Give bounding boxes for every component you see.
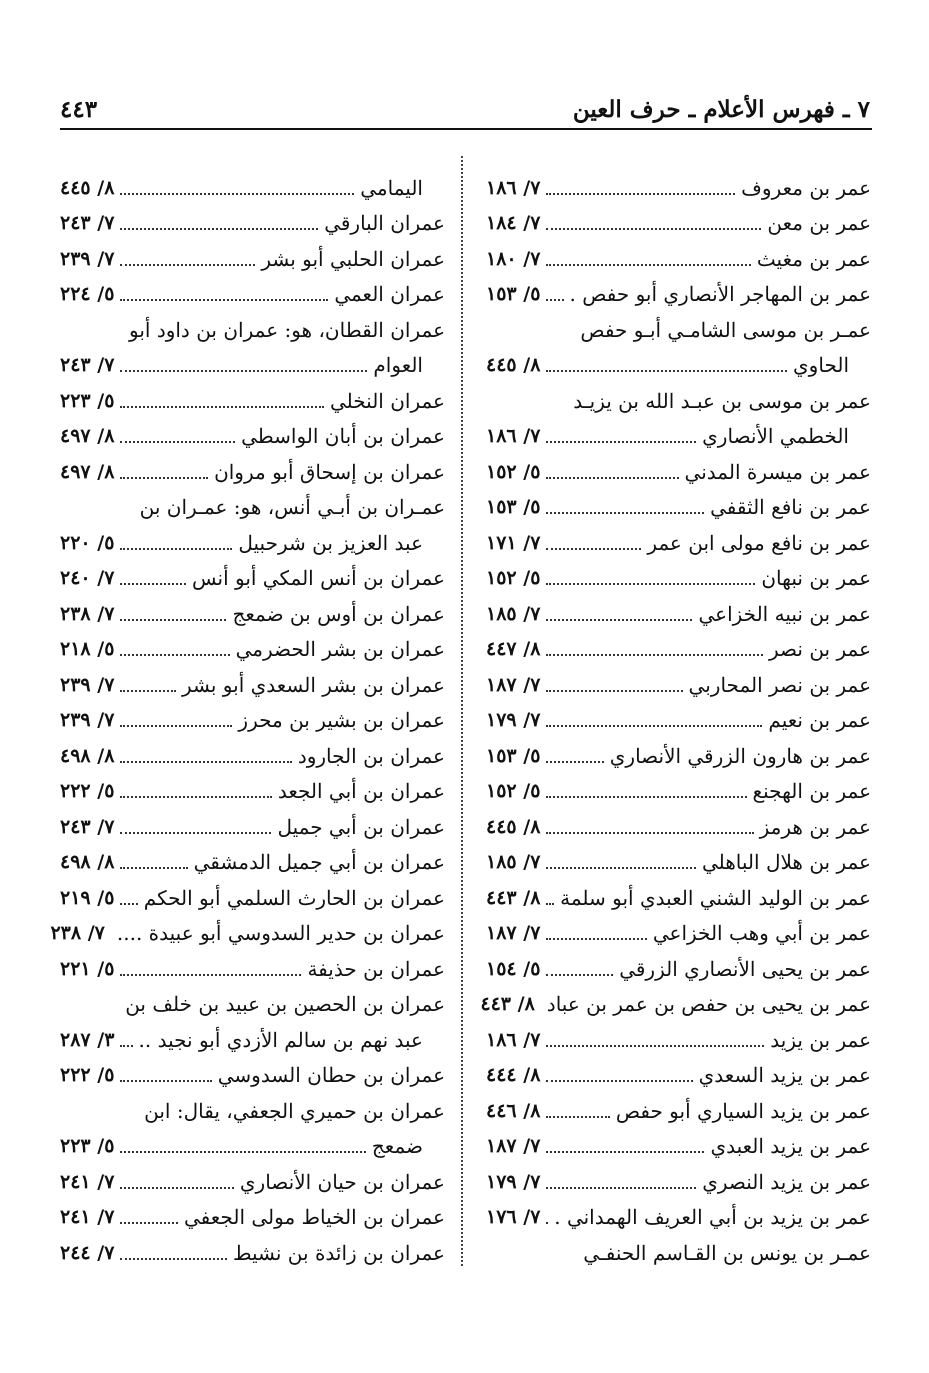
- entry-name: عمر بن نبيه الخزاعي: [698, 601, 871, 626]
- entry-reference: ٧/ ١٨٤: [486, 212, 541, 235]
- entry-reference: ٨/ ٤٤٣: [486, 886, 541, 909]
- leader-dots: [120, 690, 176, 692]
- entry-reference: ٧/ ١٧٩: [486, 1170, 541, 1193]
- entry-reference: ٧/ ٢٤١: [60, 1170, 115, 1193]
- leader-dots: [546, 264, 751, 266]
- index-entry: [486, 845, 871, 881]
- entry-reference: ٧/ ٢٣٩: [60, 709, 115, 732]
- entry-name: عمران بن حدير السدوسي أبو عبيدة ....: [116, 921, 445, 946]
- entry-name: عمر بن يزيد السعدي: [698, 1063, 871, 1088]
- leader-dots: [546, 1222, 548, 1224]
- header-title: ٧ ـ فهرس الأعلام ـ حرف العين: [572, 96, 870, 123]
- index-entry: [60, 1058, 445, 1094]
- leader-dots: [546, 1045, 764, 1047]
- index-entry: [486, 419, 871, 455]
- index-entry: [486, 1235, 871, 1271]
- index-entry: [60, 490, 445, 526]
- entry-name: عمر بن هرمز: [759, 814, 871, 839]
- index-entry: [60, 206, 445, 242]
- entry-reference: ٧/ ٢٣٩: [60, 247, 115, 270]
- index-entry: [60, 596, 445, 632]
- index-entry: [486, 383, 871, 419]
- entry-reference: ٥/ ٢٢٣: [60, 389, 115, 412]
- entry-name: عمر بن موسى بن عبـد الله بن يزيـد: [573, 388, 871, 413]
- index-entry: [486, 490, 871, 526]
- entry-name: عمر بن نافع الثقفي: [710, 495, 871, 520]
- entry-name: العوام: [373, 353, 423, 378]
- leader-dots: [546, 299, 563, 301]
- leader-dots: [120, 477, 208, 479]
- entry-name: عمران بن الخياط مولى الجعفي: [184, 1205, 445, 1230]
- leader-dots: [120, 903, 137, 905]
- entry-name: عمران بن إسحاق أبو مروان: [214, 459, 445, 484]
- entry-name: عمر بن هلال الباهلي: [701, 850, 871, 875]
- leader-dots: [546, 1080, 692, 1082]
- index-entry: [486, 703, 871, 739]
- entry-reference: ٧/ ١٨٦: [486, 176, 541, 199]
- leader-dots: [120, 264, 255, 266]
- leader-dots: [546, 441, 696, 443]
- index-entry: [60, 809, 445, 845]
- entry-reference: ٥/ ٢١٩: [60, 886, 115, 909]
- index-entry: [486, 170, 871, 206]
- leader-dots: [120, 370, 367, 372]
- entry-name: عمر بن يزيد العبدي: [710, 1134, 871, 1159]
- entry-reference: ٥/ ١٥٣: [486, 496, 541, 519]
- entry-reference: ٧/ ٢٤٣: [60, 815, 115, 838]
- entry-name: عمر بن ميسرة المدني: [684, 459, 871, 484]
- entry-name: عبد نهم بن سالم الأزدي أبو نجيد ..: [138, 1027, 423, 1052]
- entry-name: عبد العزيز بن شرحبيل: [238, 530, 423, 555]
- entry-reference: ٥/ ٢٢٢: [60, 780, 115, 803]
- entry-name: عمران بن بشر الحضرمي: [235, 637, 445, 662]
- entry-reference: ٨/ ٤٤٣: [480, 993, 535, 1016]
- index-entry: [486, 809, 871, 845]
- leader-dots: [546, 512, 704, 514]
- entry-reference: ٨/ ٤٤٥: [60, 176, 115, 199]
- entry-reference: ٨/ ٤٩٧: [60, 425, 115, 448]
- index-entry: [60, 1200, 445, 1236]
- index-entry: [486, 916, 871, 952]
- entry-name: عمر بن الوليد الشني العبدي أبو سلمة: [560, 885, 871, 910]
- entry-name: الخطمي الأنصاري: [702, 424, 849, 449]
- leader-dots: [546, 477, 678, 479]
- entry-name: عمر بن يحيى الأنصاري الزرقي: [619, 956, 871, 981]
- entry-reference: ٧/ ٢٤٠: [60, 567, 115, 590]
- index-entry: [60, 1022, 445, 1058]
- leader-dots: [546, 796, 746, 798]
- leader-dots: [120, 654, 229, 656]
- entry-name: عمر بن المهاجر الأنصاري أبو حفص .: [569, 282, 871, 307]
- index-entry: [60, 703, 445, 739]
- index-entry: [60, 951, 445, 987]
- leader-dots: [120, 228, 318, 230]
- entry-reference: ٥/ ١٥٢: [486, 567, 541, 590]
- index-entry: [486, 561, 871, 597]
- leader-dots: [120, 1187, 233, 1189]
- index-entry: [60, 738, 445, 774]
- index-entry: [60, 419, 445, 455]
- leader-dots: [120, 299, 328, 301]
- entry-reference: ٧/ ٢٤١: [60, 1206, 115, 1229]
- leader-dots: [546, 193, 735, 195]
- entry-reference: ٣/ ٢٨٧: [60, 1028, 115, 1051]
- entry-reference: ٥/ ١٥٣: [486, 744, 541, 767]
- leader-dots: [120, 1151, 365, 1153]
- entry-reference: ٨/ ٤٤٥: [486, 815, 541, 838]
- index-entry: [60, 561, 445, 597]
- entry-name: عمـر بن يونس بن القـاسم الحنفـي: [583, 1240, 871, 1265]
- leader-dots: [120, 832, 271, 834]
- leader-dots: [120, 725, 232, 727]
- entry-name: عمران العمي: [334, 282, 445, 307]
- header-rule: [60, 128, 872, 130]
- entry-reference: ٧/ ١٨٦: [486, 1028, 541, 1051]
- entry-name: عمر بن معروف: [741, 175, 871, 200]
- entry-name: عمران بن الحارث السلمي أبو الحكم: [143, 885, 445, 910]
- leader-dots: [546, 370, 787, 372]
- leader-dots: [120, 441, 235, 443]
- leader-dots: [546, 654, 763, 656]
- entry-reference: ٧/ ٢٣٩: [60, 673, 115, 696]
- entry-reference: ٧/ ٢٣٨: [50, 922, 105, 945]
- index-entry: [486, 277, 871, 313]
- entry-name: عمر بن نافع مولى ابن عمر: [647, 530, 871, 555]
- entry-name: عمران بن أبي جميل: [277, 814, 445, 839]
- index-entry: [60, 312, 445, 348]
- leader-dots: [120, 1222, 178, 1224]
- leader-dots: [120, 1258, 227, 1260]
- entry-name: عمران الحلبي أبو بشر: [261, 246, 445, 271]
- leader-dots: [546, 938, 646, 940]
- leader-dots: [120, 1045, 132, 1047]
- entry-name: عمر بن يزيد بن أبي العريف الهمداني .: [554, 1205, 871, 1230]
- index-entry: [60, 987, 445, 1023]
- entry-reference: ٧/ ١٨٧: [486, 673, 541, 696]
- index-entry: [60, 454, 445, 490]
- entry-reference: ٨/ ٤٤٤: [486, 1064, 541, 1087]
- index-entry: [50, 916, 445, 952]
- entry-name: عمر بن يزيد السياري أبو حفص: [615, 1098, 871, 1123]
- leader-dots: [546, 1116, 609, 1118]
- leader-dots: [120, 548, 232, 550]
- entry-reference: ٧/ ٢٤٤: [60, 1241, 115, 1264]
- leader-dots: [120, 583, 186, 585]
- entry-name: عمران النخلي: [329, 388, 445, 413]
- index-entry: [486, 206, 871, 242]
- entry-reference: ٨/ ٤٤٥: [486, 354, 541, 377]
- index-entry: [60, 1093, 445, 1129]
- entry-name: عمران بن حطان السدوسي: [217, 1063, 445, 1088]
- entry-name: عمران بن أبي الجعد: [277, 779, 445, 804]
- index-entry: [486, 632, 871, 668]
- entry-reference: ٧/ ١٨٧: [486, 1135, 541, 1158]
- entry-name: عمران بن أوس بن ضمعج: [232, 601, 445, 626]
- entry-name: عمـران بن أبـي أنس، هو: عمـران بن: [139, 495, 445, 520]
- index-entry: [60, 277, 445, 313]
- leader-dots: [546, 867, 696, 869]
- entry-name: عمران بن بشير بن محرز: [238, 708, 445, 733]
- index-entry: [60, 170, 445, 206]
- index-entry: [486, 1200, 871, 1236]
- leader-dots: [546, 690, 682, 692]
- entry-name: اليمامي: [360, 175, 423, 200]
- page-header: [60, 96, 870, 126]
- index-entry: [60, 667, 445, 703]
- index-entry: [486, 1129, 871, 1165]
- right-column: [480, 170, 871, 1271]
- entry-reference: ٧/ ١٧١: [486, 531, 541, 554]
- index-entry: [486, 1022, 871, 1058]
- entry-reference: ٧/ ١٧٩: [486, 709, 541, 732]
- entry-name: عمران بن أبي جميل الدمشقي: [193, 850, 445, 875]
- entry-name: عمران القطان، هو: عمران بن داود أبو: [129, 317, 445, 342]
- leader-dots: [546, 903, 554, 905]
- entry-name: عمر بن أبي وهب الخزاعي: [652, 921, 871, 946]
- entry-name: عمر بن نصر: [769, 637, 871, 662]
- entry-reference: ٥/ ٢٢٤: [60, 283, 115, 306]
- entry-reference: ٥/ ٢٢٣: [60, 1135, 115, 1158]
- leader-dots: [546, 832, 753, 834]
- entry-reference: ٨/ ٤٩٧: [60, 460, 115, 483]
- entry-reference: ٥/ ٢١٨: [60, 638, 115, 661]
- entry-name: عمران البارقي: [324, 211, 445, 236]
- index-entry: [486, 312, 871, 348]
- column-separator: [461, 156, 463, 1266]
- entry-name: عمران بن الحصين بن عبيد بن خلف بن: [125, 992, 445, 1017]
- entry-name: عمر بن مغيث: [756, 246, 871, 271]
- entry-name: عمران بن زائدة بن نشيط: [233, 1240, 445, 1265]
- index-entry: [60, 1164, 445, 1200]
- entry-name: عمران بن حذيفة: [307, 956, 445, 981]
- entry-name: عمـر بن موسى الشامـي أبـو حفص: [580, 317, 871, 342]
- entry-reference: ٥/ ١٥٢: [486, 460, 541, 483]
- leader-dots: [120, 974, 301, 976]
- leader-dots: [120, 761, 291, 763]
- entry-reference: ٧/ ٢٤٣: [60, 212, 115, 235]
- entry-reference: ٥/ ١٥٤: [486, 957, 541, 980]
- index-entry: [480, 987, 871, 1023]
- entry-reference: ٨/ ٤٩٨: [60, 851, 115, 874]
- entry-reference: ٧/ ٢٣٨: [60, 602, 115, 625]
- entry-name: عمران بن أبان الواسطي: [241, 424, 445, 449]
- index-entry: [486, 880, 871, 916]
- entry-reference: ٥/ ٢٢١: [60, 957, 115, 980]
- index-entry: [60, 383, 445, 419]
- index-entry: [486, 774, 871, 810]
- entry-reference: ٨/ ٤٤٦: [486, 1099, 541, 1122]
- leader-dots: [546, 228, 761, 230]
- entry-name: الحاوي: [793, 353, 849, 378]
- index-entry: [60, 241, 445, 277]
- entry-reference: ٥/ ١٥٣: [486, 283, 541, 306]
- entry-name: عمران بن الجارود: [297, 743, 445, 768]
- index-entry: [60, 880, 445, 916]
- leader-dots: [120, 193, 354, 195]
- leader-dots: [546, 548, 641, 550]
- entry-reference: ٨/ ٤٤٧: [486, 638, 541, 661]
- leader-dots: [120, 796, 271, 798]
- index-entry: [486, 525, 871, 561]
- leader-dots: [546, 974, 613, 976]
- index-entry: [60, 632, 445, 668]
- index-entry: [486, 454, 871, 490]
- leader-dots: [120, 867, 187, 869]
- index-entry: [486, 1164, 871, 1200]
- index-entry: [486, 738, 871, 774]
- entry-reference: ٨/ ٤٩٨: [60, 744, 115, 767]
- index-entry: [60, 525, 445, 561]
- entry-name: عمر بن يزيد: [770, 1027, 871, 1052]
- entry-reference: ٧/ ١٨٧: [486, 922, 541, 945]
- entry-name: عمران بن أنس المكي أبو أنس: [192, 566, 445, 591]
- entry-name: عمران بن بشر السعدي أبو بشر: [182, 672, 445, 697]
- entry-name: عمر بن نصر المحاربي: [688, 672, 871, 697]
- entry-name: عمر بن يحيى بن حفص بن عمر بن عباد: [546, 992, 871, 1017]
- entry-name: عمر بن هارون الزرقي الأنصاري: [609, 743, 871, 768]
- leader-dots: [120, 1080, 211, 1082]
- entry-reference: ٧/ ١٨٦: [486, 425, 541, 448]
- leader-dots: [546, 1151, 704, 1153]
- entry-name: عمر بن يزيد النصري: [702, 1169, 871, 1194]
- entry-name: عمر بن معن: [767, 211, 871, 236]
- entry-name: عمر بن الهجنع: [752, 779, 871, 804]
- entry-name: عمر بن نبهان: [761, 566, 871, 591]
- leader-dots: [546, 761, 603, 763]
- leader-dots: [120, 406, 324, 408]
- entry-reference: ٧/ ١٨٠: [486, 247, 541, 270]
- entry-reference: ٧/ ١٨٥: [486, 851, 541, 874]
- leader-dots: [546, 619, 692, 621]
- leader-dots: [546, 1187, 696, 1189]
- page-number: ٤٤٣: [60, 96, 98, 123]
- index-entry: [60, 1129, 445, 1165]
- index-entry: [486, 1058, 871, 1094]
- index-entry: [60, 845, 445, 881]
- entry-reference: ٥/ ١٥٢: [486, 780, 541, 803]
- index-entry: [486, 951, 871, 987]
- entry-reference: ٧/ ١٧٦: [486, 1206, 541, 1229]
- entry-name: ضمعج: [371, 1134, 423, 1159]
- entry-reference: ٥/ ٢٢٠: [60, 531, 115, 554]
- index-entry: [60, 774, 445, 810]
- index-entry: [486, 1093, 871, 1129]
- index-entry: [60, 1235, 445, 1271]
- index-entry: [486, 241, 871, 277]
- index-entry: [486, 596, 871, 632]
- index-entry: [60, 348, 445, 384]
- entry-name: عمر بن نعيم: [768, 708, 871, 733]
- left-column: [50, 170, 445, 1271]
- index-entry: [486, 348, 871, 384]
- entry-reference: ٥/ ٢٢٢: [60, 1064, 115, 1087]
- entry-reference: ٧/ ١٨٥: [486, 602, 541, 625]
- entry-name: عمران بن حيان الأنصاري: [239, 1169, 445, 1194]
- entry-reference: ٧/ ٢٤٣: [60, 354, 115, 377]
- leader-dots: [546, 583, 755, 585]
- leader-dots: [120, 619, 226, 621]
- index-entry: [486, 667, 871, 703]
- entry-name: عمران بن حميري الجعفي، يقال: ابن: [144, 1098, 445, 1123]
- leader-dots: [546, 725, 762, 727]
